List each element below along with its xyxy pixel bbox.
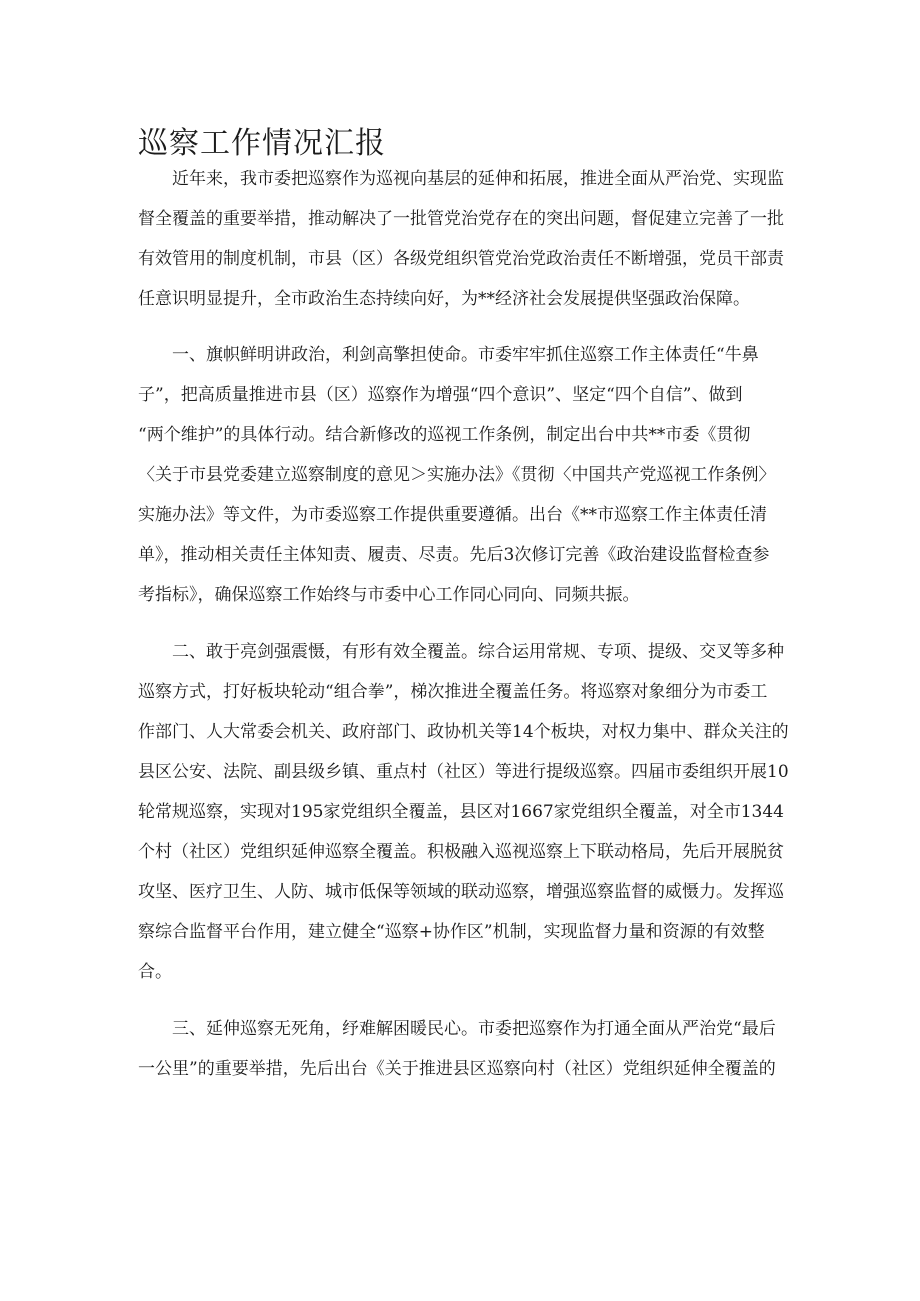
paragraph-2-line-4: 〈关于市县党委建立巡察制度的意见＞实施办法》《贯彻〈中国共产党巡视工作条例〉 [138, 465, 776, 485]
paragraph-3-line-1: 二、敢于亮剑强震慑，有形有效全覆盖。综合运用常规、专项、提级、交叉等多种 [172, 642, 784, 662]
paragraph-1-line-4: 任意识明显提升，全市政治生态持续向好，为**经济社会发展提供坚强政治保障。 [138, 289, 750, 309]
paragraph-1-line-2: 督全覆盖的重要举措，推动解决了一批管党治党存在的突出问题，督促建立完善了一批 [138, 209, 784, 229]
paragraph-2-line-2: 子”，把高质量推进市县（区）巡察作为增强“四个意识”、坚定“四个自信”、做到 [138, 385, 743, 405]
paragraph-3-line-6: 个村（社区）党组织延伸巡察全覆盖。积极融入巡视巡察上下联动格局，先后开展脱贫 [138, 842, 784, 862]
paragraph-1-line-3: 有效管用的制度机制，市县（区）各级党组织管党治党政治责任不断增强，党员干部责 [138, 249, 784, 269]
paragraph-3-line-9: 合。 [138, 962, 172, 982]
paragraph-3-line-7: 攻坚、医疗卫生、人防、城市低保等领域的联动巡察，增强巡察监督的威慑力。发挥巡 [138, 882, 784, 902]
paragraph-4-line-1: 三、延伸巡察无死角，纾难解困暖民心。市委把巡察作为打通全面从严治党“最后 [172, 1019, 776, 1039]
paragraph-2-line-6: 单》，推动相关责任主体知责、履责、尽责。先后3次修订完善《政治建设监督检查参 [138, 545, 770, 565]
paragraph-3-line-3: 作部门、人大常委会机关、政府部门、政协机关等14个板块，对权力集中、群众关注的 [138, 722, 789, 742]
document-title: 巡察工作情况汇报 [138, 126, 386, 161]
paragraph-2-line-5: 实施办法》等文件，为市委巡察工作提供重要遵循。出台《**市巡察工作主体责任清 [138, 505, 767, 525]
paragraph-3-line-5: 轮常规巡察，实现对195家党组织全覆盖，县区对1667家党组织全覆盖，对全市1344 [138, 802, 784, 822]
paragraph-2-line-3: “两个维护”的具体行动。结合新修改的巡视工作条例，制定出台中共**市委《贯彻 [138, 425, 751, 445]
paragraph-2-line-1: 一、旗帜鲜明讲政治，利剑高擎担使命。市委牢牢抓住巡察工作主体责任“牛鼻 [172, 345, 759, 365]
paragraph-1-line-1: 近年来，我市委把巡察作为巡视向基层的延伸和拓展，推进全面从严治党、实现监 [172, 169, 784, 189]
paragraph-3-line-4: 县区公安、法院、副县级乡镇、重点村（社区）等进行提级巡察。四届市委组织开展10 [138, 762, 789, 782]
paragraph-2-line-7: 考指标》，确保巡察工作始终与市委中心工作同心同向、同频共振。 [138, 585, 640, 605]
paragraph-3-line-2: 巡察方式，打好板块轮动“组合拳”，梯次推进全覆盖任务。将巡察对象细分为市委工 [138, 682, 768, 702]
paragraph-3-line-8: 察综合监督平台作用，建立健全“巡察+协作区”机制，实现监督力量和资源的有效整 [138, 922, 765, 942]
paragraph-4-line-2: 一公里”的重要举措，先后出台《关于推进县区巡察向村（社区）党组织延伸全覆盖的 [138, 1059, 776, 1079]
